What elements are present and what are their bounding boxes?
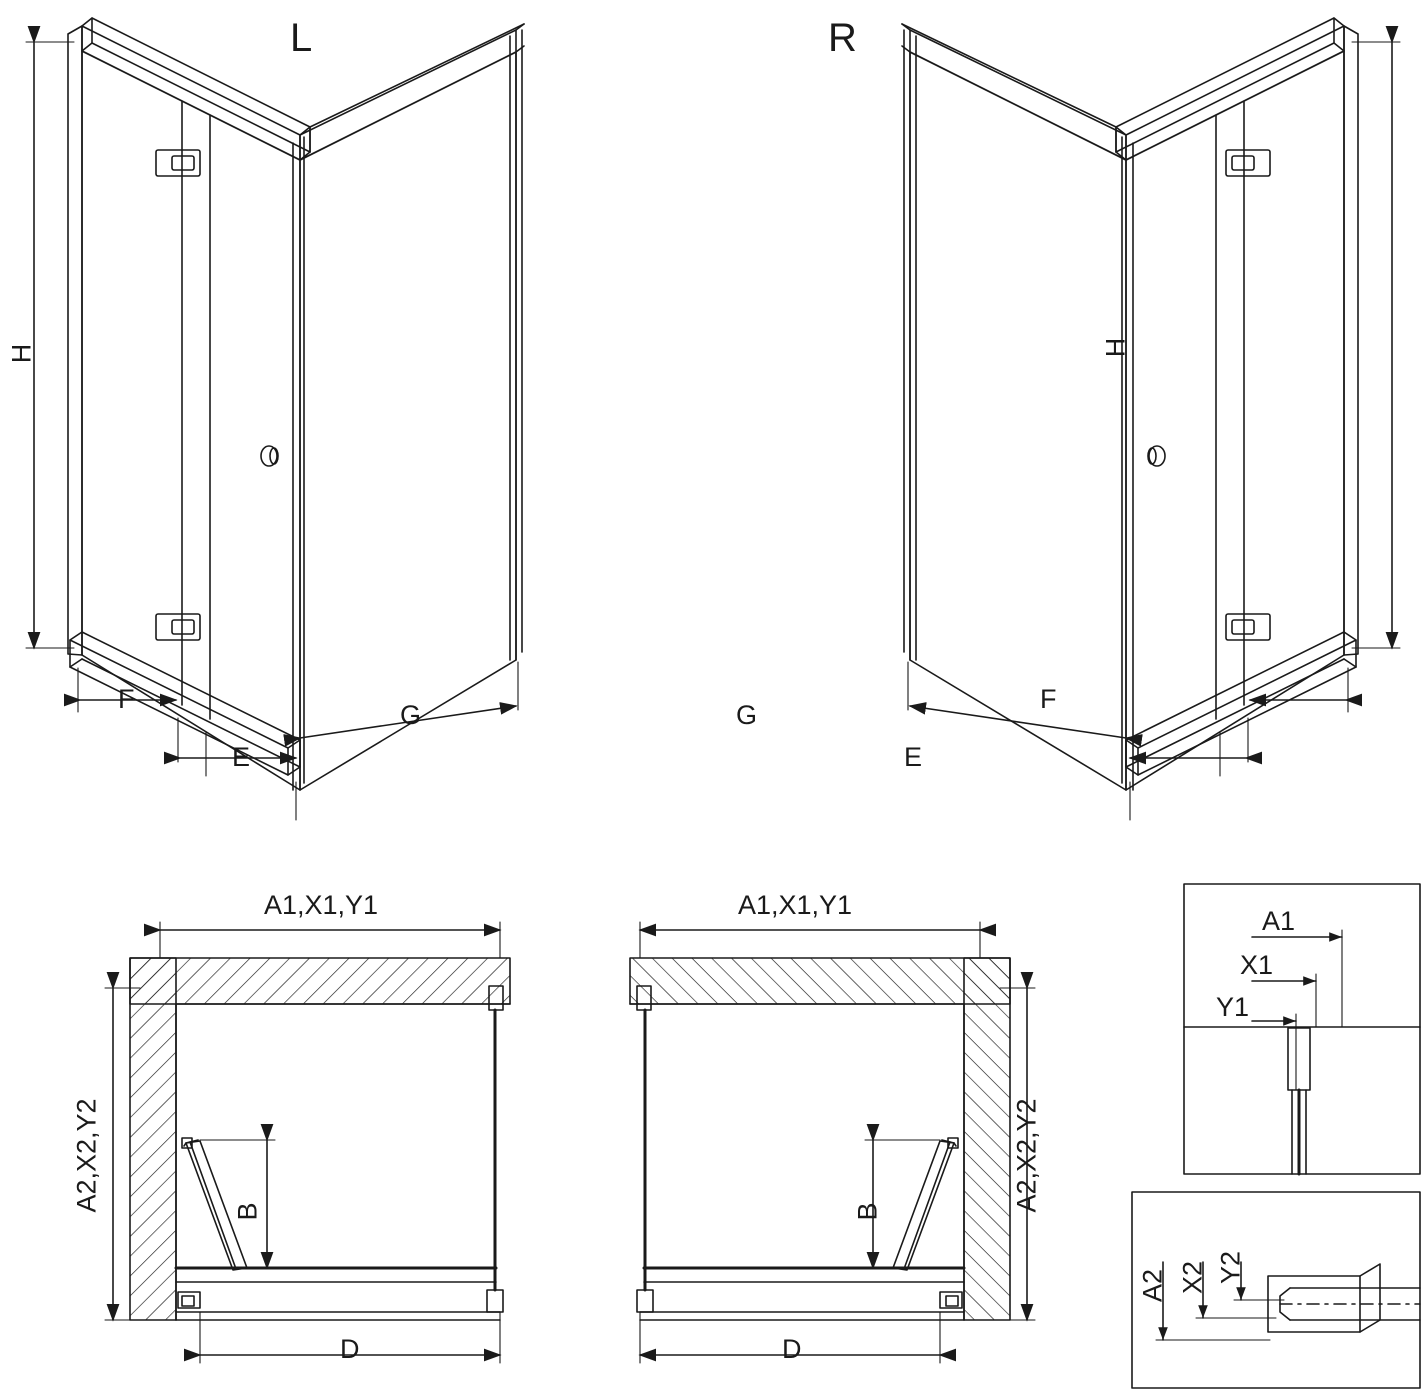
label-e-left: E xyxy=(232,742,251,772)
label-view-right: R xyxy=(828,16,857,60)
label-h-left: H xyxy=(6,343,37,364)
label-a2x2y2-left: A2,X2,Y2 xyxy=(71,1098,102,1213)
label-f-left: F xyxy=(118,684,135,714)
label-d-left: D xyxy=(340,1334,360,1364)
label-b-right: B xyxy=(852,1202,883,1221)
plan-left-view xyxy=(105,922,510,1363)
label-a1x1y1-left: A1,X1,Y1 xyxy=(264,890,379,920)
label-x1-detail: X1 xyxy=(1240,950,1274,980)
label-a1-detail: A1 xyxy=(1262,906,1296,936)
label-view-left: L xyxy=(290,16,313,60)
label-d-right: D xyxy=(782,1334,802,1364)
label-x2-detail: X2 xyxy=(1177,1260,1208,1295)
label-f-right: F xyxy=(1040,684,1057,714)
label-b-left: B xyxy=(232,1202,263,1221)
iso-left-view xyxy=(26,18,524,820)
label-g-left: G xyxy=(400,700,422,730)
label-y1-detail: Y1 xyxy=(1216,992,1250,1022)
label-g-right: G xyxy=(736,700,758,730)
detail-top-view xyxy=(1184,884,1420,1174)
label-a2x2y2-right: A2,X2,Y2 xyxy=(1011,1098,1042,1213)
label-a1x1y1-right: A1,X1,Y1 xyxy=(738,890,853,920)
label-y2-detail: Y2 xyxy=(1215,1250,1246,1285)
detail-bottom-view xyxy=(1132,1192,1420,1388)
iso-right-view xyxy=(902,18,1400,820)
plan-right-view xyxy=(630,922,1035,1363)
label-e-right: E xyxy=(904,742,923,772)
label-a2-detail: A2 xyxy=(1137,1268,1168,1303)
label-h-right: H xyxy=(1100,337,1131,358)
